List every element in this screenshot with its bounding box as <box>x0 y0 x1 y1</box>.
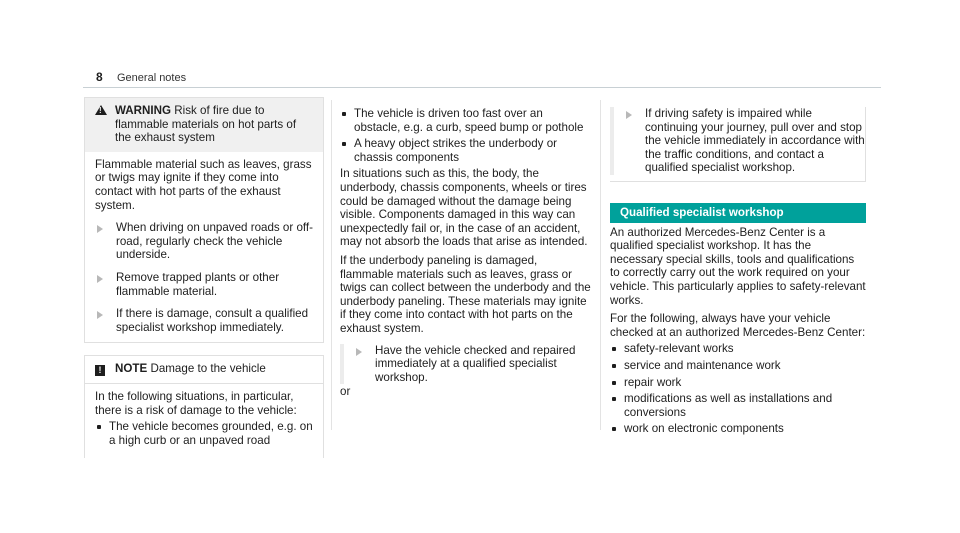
note-header <box>85 356 323 384</box>
page-number: 8 <box>96 70 103 84</box>
column-2 <box>340 107 592 399</box>
list-item: safety-relevant works <box>610 342 866 356</box>
warning-step: When driving on unpaved roads or off-road, regularly check the vehicle underside. <box>95 221 313 262</box>
column-divider <box>331 100 332 430</box>
step-arrow-icon <box>97 311 103 319</box>
step-arrow-icon <box>97 225 103 233</box>
note-paragraph: If the underbody paneling is damaged, flammable materials such as leaves, grass or twigs can collect between the underbody and the underbody paneling. These materials may ignite if they come into contact with hot parts on the exhaust system. <box>340 253 591 335</box>
note-paragraph: In situations such as this, the body, the underbody, chassis components, wheels or tires could be damaged without the damage being visible. Components damaged in this way can unexpectedly fail or, in the case of an accident, may not absorb the loads that arise as intended. <box>340 167 588 249</box>
list-item: repair work <box>610 376 866 390</box>
section-heading: Qualified specialist workshop <box>610 203 866 223</box>
warning-title: Risk of fire due to flammable materials on hot parts of the exhaust system <box>115 104 297 145</box>
column-divider <box>600 100 601 430</box>
list-item: work on electronic components <box>610 422 866 436</box>
column-1 <box>84 97 324 458</box>
warning-header <box>85 98 323 152</box>
note-box <box>84 355 324 458</box>
or-text: or <box>340 385 351 399</box>
header-rule <box>83 87 881 88</box>
warning-step: Remove trapped plants or other flammable material. <box>95 271 313 298</box>
note-intro: In the following situations, in particular, there is a risk of damage to the vehicle: <box>95 389 297 417</box>
note-step: Have the vehicle checked and repaired immediately at a qualified specialist workshop. <box>340 344 592 385</box>
list-item: service and maintenance work <box>610 359 866 373</box>
list-item: The vehicle is driven too fast over an obstacle, e.g. a curb, speed bump or pothole <box>340 107 592 134</box>
section-header: General notes <box>117 72 187 84</box>
column-3 <box>610 107 866 439</box>
list-item: The vehicle becomes grounded, e.g. on a high curb or an unpaved road <box>95 420 313 447</box>
qualified-paragraph: For the following, always have your vehicle checked at an authorized Mercedes-Benz Center: <box>610 312 866 339</box>
warning-step: If there is damage, consult a qualified specialist workshop immediately. <box>95 307 313 334</box>
note-title: Damage to the vehicle <box>147 362 266 376</box>
note-exclamation-icon: ! <box>95 365 105 376</box>
warning-label: WARNING <box>115 104 172 117</box>
note-step: If driving safety is impaired while continuing your journey, pull over and stop the vehicle immediately in accordance with the traffic conditions, and contact a qualified specialist workshop. <box>610 107 866 182</box>
list-item: modifications as well as installations and conversions <box>610 392 866 419</box>
warning-intro: Flammable material such as leaves, grass or twigs may ignite if they come into contact with hot parts of the exhaust system. <box>95 157 312 212</box>
warning-triangle-icon <box>95 105 107 115</box>
qualified-paragraph: An authorized Mercedes-Benz Center is a qualified specialist workshop. It has the necessary special skills, tools and qualifications to correctly carry out the work required on your vehicle. This particularly applies to safety-relevant works. <box>610 225 866 307</box>
step-arrow-icon <box>356 348 362 356</box>
step-arrow-icon <box>626 111 632 119</box>
list-item: A heavy object strikes the underbody or chassis components <box>340 137 592 164</box>
step-arrow-icon <box>97 275 103 283</box>
warning-box <box>84 97 324 343</box>
note-label: NOTE <box>115 362 148 376</box>
